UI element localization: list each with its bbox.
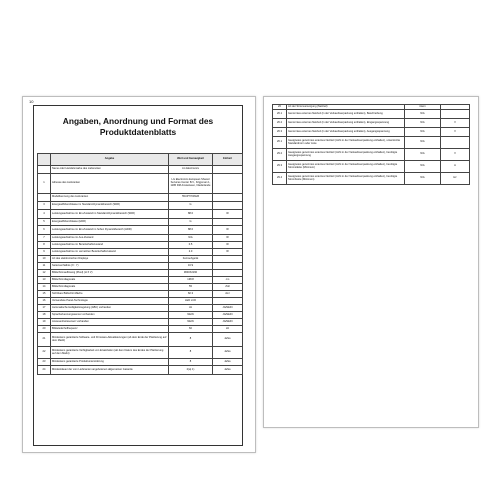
row-label: Geeignetes genormtes externes Netzteil (nicht in der Verkaufsverpackung enthalten), benötigte Stromstärke (Minimum) bbox=[287, 161, 405, 173]
table-row bbox=[273, 161, 470, 173]
table-row bbox=[38, 226, 243, 235]
row-number: 26.2 bbox=[273, 119, 287, 128]
row-number: 7 bbox=[38, 235, 51, 242]
row-label: Leistungsaufnahme im Bereitschaftszustand bbox=[51, 242, 169, 249]
table-row bbox=[38, 270, 243, 277]
row-label: Geeignetes genormtes externes Netzteil (nicht in der Verkaufsverpackung enthalten), unterstützte Standardnorm oder Liste bbox=[287, 137, 405, 149]
row-unit: V bbox=[441, 149, 470, 161]
row-label: Seitenverhältnis (X : Y) bbox=[51, 263, 169, 270]
row-number: 15 bbox=[38, 291, 51, 298]
row-number: 19 bbox=[38, 319, 51, 326]
row-value: G bbox=[169, 219, 213, 226]
row-value: N/A bbox=[405, 137, 441, 149]
row-label: Bildwiederholfrequenz bbox=[51, 326, 169, 333]
table-row bbox=[273, 110, 470, 119]
row-unit bbox=[213, 166, 243, 174]
row-value: 88.0 bbox=[169, 210, 213, 219]
row-unit: Hz bbox=[441, 173, 470, 185]
row-value: 55UP77009LB bbox=[169, 194, 213, 202]
row-unit bbox=[213, 219, 243, 226]
table-row bbox=[273, 119, 470, 128]
row-label: Geeignetes genormtes externes Netzteil (nicht in der Verkaufsverpackung enthalten), benötigte Strombreite (Minimum) bbox=[287, 173, 405, 185]
row-unit: Jahre bbox=[213, 366, 243, 375]
row-value: 2.0 bbox=[169, 249, 213, 256]
header-angabe: Angabe bbox=[51, 154, 169, 166]
row-number: 26.1 bbox=[273, 110, 287, 119]
row-label: Spracherkennungssensor vorhanden bbox=[51, 312, 169, 319]
row-value: 55 bbox=[169, 284, 213, 291]
row-value: N/A bbox=[405, 161, 441, 173]
row-number: 16 bbox=[38, 298, 51, 305]
row-number: 21 bbox=[38, 333, 51, 347]
row-label: Bildschirmauflösung (Pixel) (H X V) bbox=[51, 270, 169, 277]
row-label: Bildschirmdiagonale bbox=[51, 284, 169, 291]
row-value: LG Electronics bbox=[169, 166, 213, 174]
row-value: N/A bbox=[405, 110, 441, 119]
row-unit: V bbox=[441, 119, 470, 128]
row-label: Genormtes externes Netzteil (in der Verkaufsverpackung enthalten), Eingangsspannung bbox=[287, 119, 405, 128]
row-number: 12 bbox=[38, 270, 51, 277]
row-number: 4 bbox=[38, 210, 51, 219]
right-page bbox=[263, 96, 479, 428]
row-unit: W bbox=[213, 226, 243, 235]
table-row bbox=[38, 210, 243, 219]
power-supply-table bbox=[272, 104, 470, 185]
row-value: LG Electronics European Shared Services Center B.V., Krijgsman 1, 1186 DM Amstelveen, Niederlande bbox=[169, 174, 213, 194]
row-number: 3 bbox=[38, 202, 51, 210]
header-einheit: Einheit bbox=[213, 154, 243, 166]
row-number: 20 bbox=[38, 326, 51, 333]
table-header-row bbox=[38, 154, 243, 166]
datasheet-frame bbox=[33, 105, 243, 446]
row-number: 23 bbox=[38, 359, 51, 366]
row-value: N/A bbox=[405, 173, 441, 185]
row-number: 6 bbox=[38, 226, 51, 235]
page-number: 10 bbox=[29, 99, 34, 104]
row-unit: Jahre bbox=[213, 347, 243, 359]
row-label: Energieeffizienzklasse (HDR) bbox=[51, 219, 169, 226]
row-value: G bbox=[169, 202, 213, 210]
row-number: 18 bbox=[38, 312, 51, 319]
row-unit: W bbox=[213, 235, 243, 242]
row-value: N/A bbox=[405, 149, 441, 161]
row-unit: Jahre bbox=[213, 333, 243, 347]
table-row bbox=[38, 256, 243, 263]
row-value: Fernsehgerät bbox=[169, 256, 213, 263]
row-label: Energieeffizienzklasse im Standard-Dynamikbereich (SDR) bbox=[51, 202, 169, 210]
table-row bbox=[38, 277, 243, 284]
table-row bbox=[38, 166, 243, 174]
row-value: NEIN bbox=[169, 312, 213, 319]
row-number bbox=[38, 194, 51, 202]
row-unit: Zoll bbox=[213, 284, 243, 291]
row-label: Art der Stromversorgung (Netzteil) bbox=[287, 105, 405, 110]
table-row bbox=[38, 249, 243, 256]
row-value: 138.8 bbox=[169, 277, 213, 284]
table-row bbox=[38, 298, 243, 305]
row-unit bbox=[213, 256, 243, 263]
row-unit: Hz bbox=[213, 326, 243, 333]
row-number: 24 bbox=[38, 366, 51, 375]
table-row bbox=[38, 359, 243, 366]
table-row bbox=[38, 291, 243, 298]
table-row bbox=[38, 202, 243, 210]
row-value: 88.0 bbox=[169, 226, 213, 235]
table-row bbox=[38, 305, 243, 312]
row-unit: JA/NEIN bbox=[213, 312, 243, 319]
table-row bbox=[38, 194, 243, 202]
table-row bbox=[38, 333, 243, 347]
row-unit: W bbox=[213, 242, 243, 249]
row-unit bbox=[441, 137, 470, 149]
row-label: Leistungsaufnahme im Aus-Zustand bbox=[51, 235, 169, 242]
row-number: 26.1 bbox=[273, 137, 287, 149]
table-row bbox=[38, 263, 243, 270]
row-number: 17 bbox=[38, 305, 51, 312]
row-value: 82.3 bbox=[169, 291, 213, 298]
table-row bbox=[273, 137, 470, 149]
row-label: Leistungsaufnahme im vernetzten Bereitschaftszustand bbox=[51, 249, 169, 256]
row-label: Name oder Handelsmarke des Lieferanten bbox=[51, 166, 169, 174]
row-value: N/A bbox=[405, 119, 441, 128]
product-datasheet-table bbox=[37, 153, 243, 375]
left-page bbox=[22, 96, 256, 453]
table-row bbox=[38, 319, 243, 326]
row-label: Mindestens garantierte Verfügbarkeit von Ersatzteilen (ab dem Datum des Endes der Platzierung auf dem Markt) bbox=[51, 347, 169, 359]
row-unit: JA/NEIN bbox=[213, 305, 243, 312]
row-value: 16:9 bbox=[169, 263, 213, 270]
row-number: 29.3 bbox=[273, 161, 287, 173]
row-label: Anwesenheitssensor vorhanden bbox=[51, 319, 169, 326]
row-unit: Jahre bbox=[213, 359, 243, 366]
row-value: 0.5 bbox=[169, 242, 213, 249]
row-label: Art des elektronischen Displays bbox=[51, 256, 169, 263]
table-row bbox=[38, 242, 243, 249]
row-value: LED LCD bbox=[169, 298, 213, 305]
row-unit: W bbox=[213, 210, 243, 219]
table-row bbox=[38, 366, 243, 375]
row-unit bbox=[213, 202, 243, 210]
table-row bbox=[38, 219, 243, 226]
row-value: 3840X2160 bbox=[169, 270, 213, 277]
table-row bbox=[273, 128, 470, 137]
row-label: Leistungsaufnahme im Ein-Zustand im Standard-Dynamikbereich (SDR) bbox=[51, 210, 169, 219]
row-number: 26 bbox=[273, 105, 287, 110]
row-value: 60 bbox=[169, 326, 213, 333]
row-label: Geeignetes genormtes externes Netzteil (nicht in der Verkaufsverpackung enthalten), benötigte Ausgangsspannung bbox=[287, 149, 405, 161]
datasheet-title: Angaben, Anordnung und Format des Produktdatenblatts bbox=[62, 116, 214, 137]
table-row bbox=[38, 284, 243, 291]
row-value: JA bbox=[169, 305, 213, 312]
table-row bbox=[38, 312, 243, 319]
row-unit bbox=[213, 194, 243, 202]
row-label: Mindestens garantierte Produktunterstützung bbox=[51, 359, 169, 366]
row-value: 8 bbox=[169, 333, 213, 347]
row-label: Bildschirmdiagonale bbox=[51, 277, 169, 284]
row-number: 1 bbox=[38, 174, 51, 194]
row-number: 9 bbox=[38, 249, 51, 256]
row-number: 8 bbox=[38, 242, 51, 249]
row-number: 29.2 bbox=[273, 149, 287, 161]
row-value: N/A bbox=[169, 235, 213, 242]
row-number: 26.3 bbox=[273, 128, 287, 137]
row-unit bbox=[213, 298, 243, 305]
row-label: Leistungsaufnahme im Ein-Zustand im hohen Dynamikbereich (HDR) bbox=[51, 226, 169, 235]
row-value: N/A bbox=[405, 128, 441, 137]
row-label: Genormtes externes Netzteil (in der Verkaufsverpackung enthalten), Beschreibung bbox=[287, 110, 405, 119]
row-number: 22 bbox=[38, 347, 51, 359]
row-value: 8 bbox=[169, 359, 213, 366]
row-unit bbox=[213, 270, 243, 277]
row-value: 8 bbox=[169, 347, 213, 359]
row-label: Mindestens garantierte Software- und Firmware-Aktualisierungen (ab dem Ende der Platzierung auf dem Markt) bbox=[51, 333, 169, 347]
row-number: 10 bbox=[38, 256, 51, 263]
row-label: Verwendete Panel-Technologie bbox=[51, 298, 169, 305]
row-number: 14 bbox=[38, 284, 51, 291]
row-value: intern bbox=[405, 105, 441, 110]
row-value: NEIN bbox=[169, 319, 213, 326]
row-number bbox=[38, 166, 51, 174]
row-label: Sichtbare Bildschirmfläche bbox=[51, 291, 169, 298]
table-row bbox=[273, 149, 470, 161]
row-unit bbox=[441, 110, 470, 119]
row-label: Automatische Helligkeitsregelung (ABC) vorhanden bbox=[51, 305, 169, 312]
row-number: 29.4 bbox=[273, 173, 287, 185]
row-unit: V bbox=[441, 128, 470, 137]
row-unit: A bbox=[441, 161, 470, 173]
row-label: Mindestdauer der vom Lieferanten angebotenen allgemeinen Garantie bbox=[51, 366, 169, 375]
row-unit bbox=[213, 263, 243, 270]
table-row bbox=[38, 235, 243, 242]
row-unit: dm² bbox=[213, 291, 243, 298]
header-wert: Wert und Genauigkeit bbox=[169, 154, 213, 166]
row-unit: W bbox=[213, 249, 243, 256]
row-value: 2(a) 1) bbox=[169, 366, 213, 375]
row-label: Modellkennung des Lieferanten bbox=[51, 194, 169, 202]
table-row bbox=[38, 347, 243, 359]
table-row bbox=[38, 326, 243, 333]
row-unit: JA/NEIN bbox=[213, 319, 243, 326]
table-row bbox=[38, 174, 243, 194]
row-label: Adresse des Lieferanten bbox=[51, 174, 169, 194]
table-row bbox=[273, 173, 470, 185]
row-label: Genormtes externes Netzteil (in der Verkaufsverpackung enthalten), Ausgangsspannung bbox=[287, 128, 405, 137]
row-number: 13 bbox=[38, 277, 51, 284]
row-number: 5 bbox=[38, 219, 51, 226]
row-number: 11 bbox=[38, 263, 51, 270]
row-unit: cm bbox=[213, 277, 243, 284]
row-unit bbox=[213, 174, 243, 194]
